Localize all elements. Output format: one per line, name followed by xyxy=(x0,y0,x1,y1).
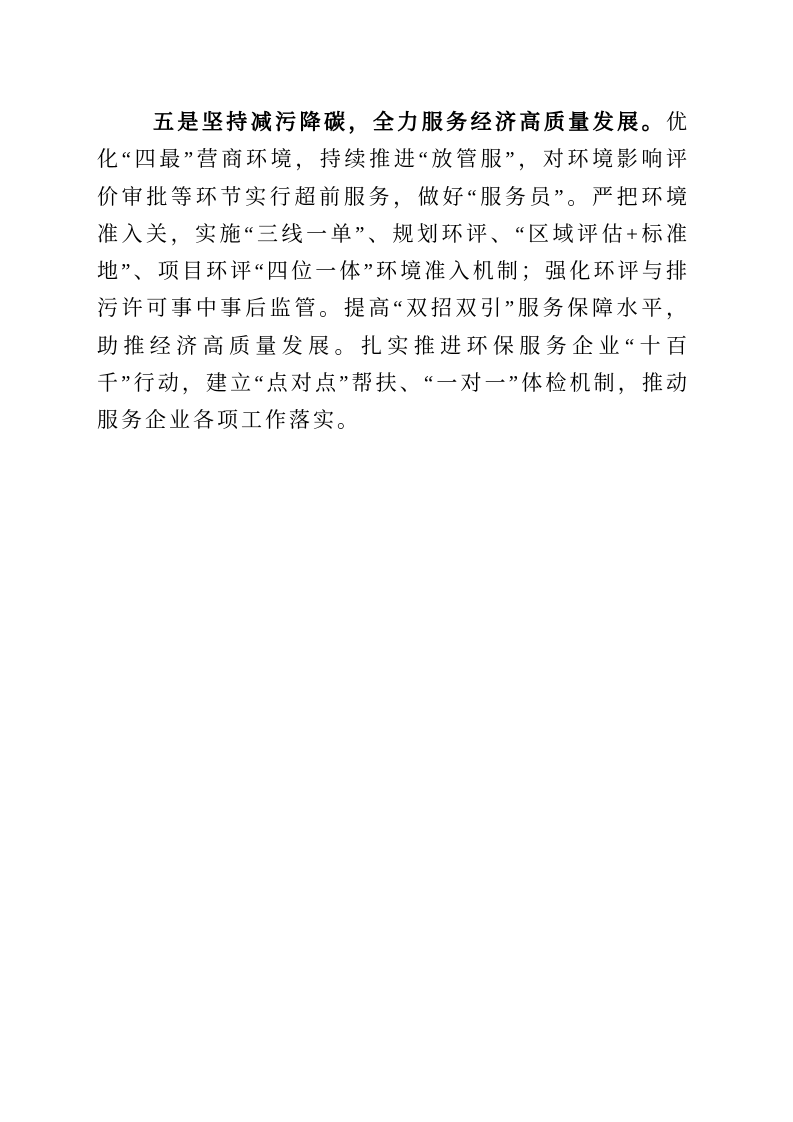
page-body xyxy=(97,104,690,440)
paragraph xyxy=(97,104,690,440)
paragraph-lead-bold: 五是坚持减污降碳，全力服务经济高质量发展。 xyxy=(153,110,666,134)
paragraph-body-text: 优化“四最”营商环境，持续推进“放管服”，对环境影响评价审批等环节实行超前服务，做好“服务员”。严把环境准入关，实施“三线一单”、规划环评、“区域评估+标准地”、项目环评“四位一体”环境准入机制；强化环评与排污许可事中事后监管。提高“双招双引”服务保障水平，助推经济高质量发展。扎实推进环保服务企业“十百千”行动，建立“点对点”帮扶、“一对一”体检机制，推动服务企业各项工作落实。 xyxy=(97,110,690,433)
